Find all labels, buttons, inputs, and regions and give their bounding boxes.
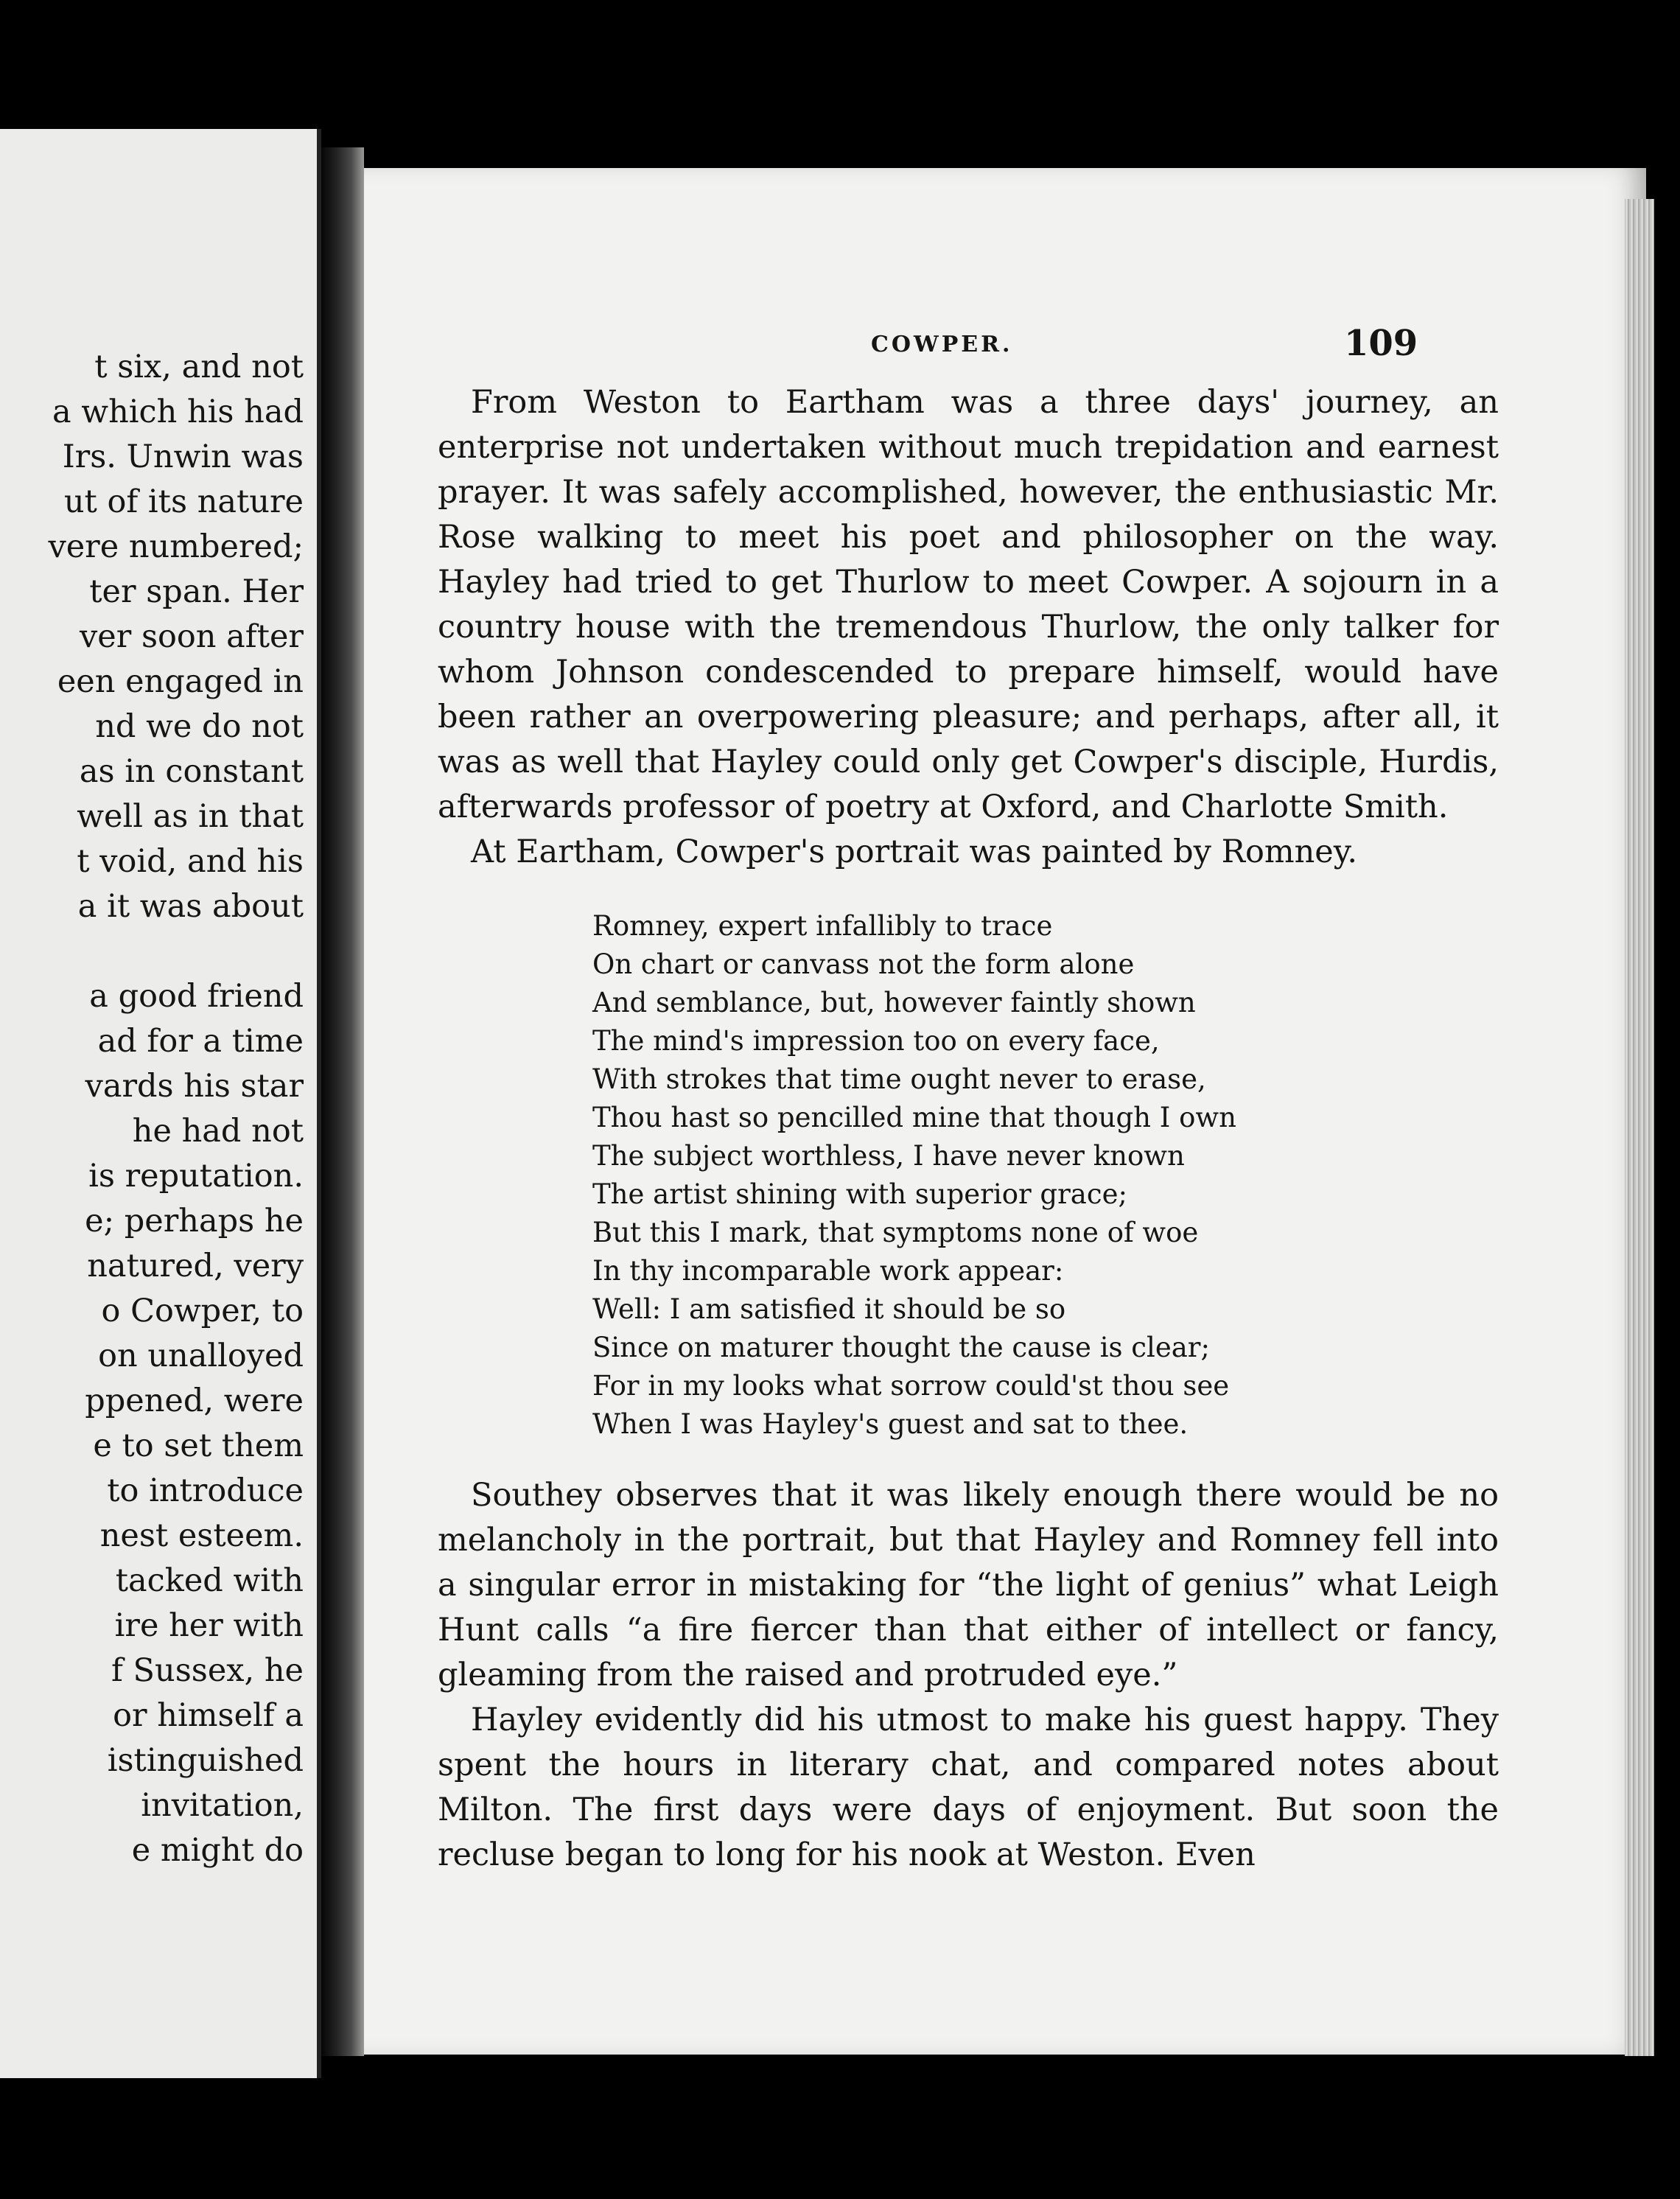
verse-line: In thy incomparable work appear: — [592, 1255, 1064, 1287]
verse-line: But this I mark, that symptoms none of woe — [592, 1217, 1199, 1248]
paragraph: At Eartham, Cowper's portrait was painted by Romney. — [471, 833, 1357, 870]
left-line: e to set them — [93, 1427, 304, 1464]
paragraph: Hayley evidently did his utmost to make his guest happy. They spent the hours in literary chat, and compared notes about Milton. The first days were days of enjoyment. But soon the recluse began to long for his nook at Weston. Even — [438, 1702, 1499, 1873]
left-page-text — [0, 345, 304, 1873]
left-line: well as in that — [77, 798, 304, 835]
left-line: t six, and not — [94, 349, 304, 385]
page-number: 109 — [1344, 323, 1418, 364]
left-line: natured, very — [87, 1248, 304, 1284]
verse-line: On chart or canvass not the form alone — [592, 948, 1135, 980]
left-line: ad for a time — [97, 1023, 304, 1060]
left-page — [0, 129, 321, 2078]
verse-line: The mind's impression too on every face, — [592, 1025, 1160, 1057]
verse-line: Thou hast so pencilled mine that though I own — [592, 1102, 1236, 1133]
left-line: ter span. Her — [89, 573, 304, 610]
verse-line: For in my looks what sorrow could'st thou see — [592, 1370, 1230, 1402]
verse-line: With strokes that time ought never to erase, — [592, 1063, 1206, 1095]
left-line: to introduce — [107, 1472, 304, 1509]
verse-line: The artist shining with superior grace; — [592, 1178, 1127, 1210]
left-line: e; perhaps he — [85, 1203, 304, 1240]
left-line-blank — [0, 929, 304, 974]
left-line: ver soon after — [79, 618, 304, 655]
page-edge — [1625, 199, 1654, 2056]
left-line: ut of its nature — [63, 483, 304, 520]
left-line: as in constant — [79, 753, 304, 790]
verse-line: Well: I am satisfied it should be so — [592, 1293, 1066, 1325]
left-line: e might do — [131, 1832, 304, 1869]
bottom-text — [438, 1473, 1499, 1878]
left-line: istinguished — [107, 1742, 304, 1779]
left-line: a which his had — [52, 394, 304, 430]
verse-line: When I was Hayley's guest and sat to thee. — [592, 1408, 1189, 1440]
left-line: nest esteem. — [99, 1517, 304, 1554]
left-line: ppened, were — [85, 1382, 304, 1419]
verse-block — [592, 907, 1499, 1444]
verse-line: Since on maturer thought the cause is clear; — [592, 1332, 1210, 1363]
book-gutter — [321, 147, 364, 2056]
left-line: on unalloyed — [98, 1338, 304, 1374]
left-line: a it was about — [77, 888, 304, 925]
left-line: vards his star — [85, 1068, 304, 1105]
left-line: nd we do not — [95, 708, 304, 745]
left-line: a good friend — [89, 978, 304, 1015]
verse-line: And semblance, but, however faintly shown — [592, 987, 1196, 1018]
left-line: is reputation. — [88, 1158, 304, 1195]
left-line: t void, and his — [77, 843, 304, 880]
left-line: invitation, — [141, 1787, 304, 1824]
left-line: tacked with — [115, 1562, 304, 1599]
left-line: een engaged in — [57, 663, 304, 700]
left-line: Irs. Unwin was — [62, 438, 304, 475]
right-page — [364, 168, 1646, 2055]
verse-line: Romney, expert infallibly to trace — [592, 910, 1053, 942]
paragraph: Southey observes that it was likely enough there would be no melancholy in the portrait, but that Hayley and Romney fell into a singular error in mistaking for “the light of genius” what Leigh Hunt calls “a fire fiercer than that either of intellect or fancy, gleaming from the raised and protruded eye.” — [438, 1477, 1499, 1693]
left-line: he had not — [132, 1113, 304, 1150]
running-head — [364, 323, 1646, 367]
left-line: f Sussex, he — [111, 1652, 304, 1689]
left-line: or himself a — [113, 1697, 304, 1734]
running-title: COWPER. — [871, 332, 1013, 357]
paragraph: From Weston to Eartham was a three days' journey, an enterprise not undertaken without much trepidation and earnest prayer. It was safely accomplished, however, the enthusiastic Mr. Rose walking to meet his poet and philosopher on the way. Hayley had tried to get Thurlow to meet Cowper. A sojourn in a country house with the tremendous Thurlow, the only talker for whom Johnson condescended to prepare himself, would have been rather an overpowering pleasure; and perhaps, after all, it was as well that Hayley could only get Cowper's disciple, Hurdis, afterwards professor of poetry at Oxford, and Charlotte Smith. — [438, 384, 1499, 825]
left-line: vere numbered; — [48, 528, 304, 565]
left-line: ire her with — [114, 1607, 304, 1644]
left-line: o Cowper, to — [101, 1293, 304, 1329]
body-text — [438, 380, 1499, 1878]
verse-line: The subject worthless, I have never known — [592, 1140, 1185, 1172]
